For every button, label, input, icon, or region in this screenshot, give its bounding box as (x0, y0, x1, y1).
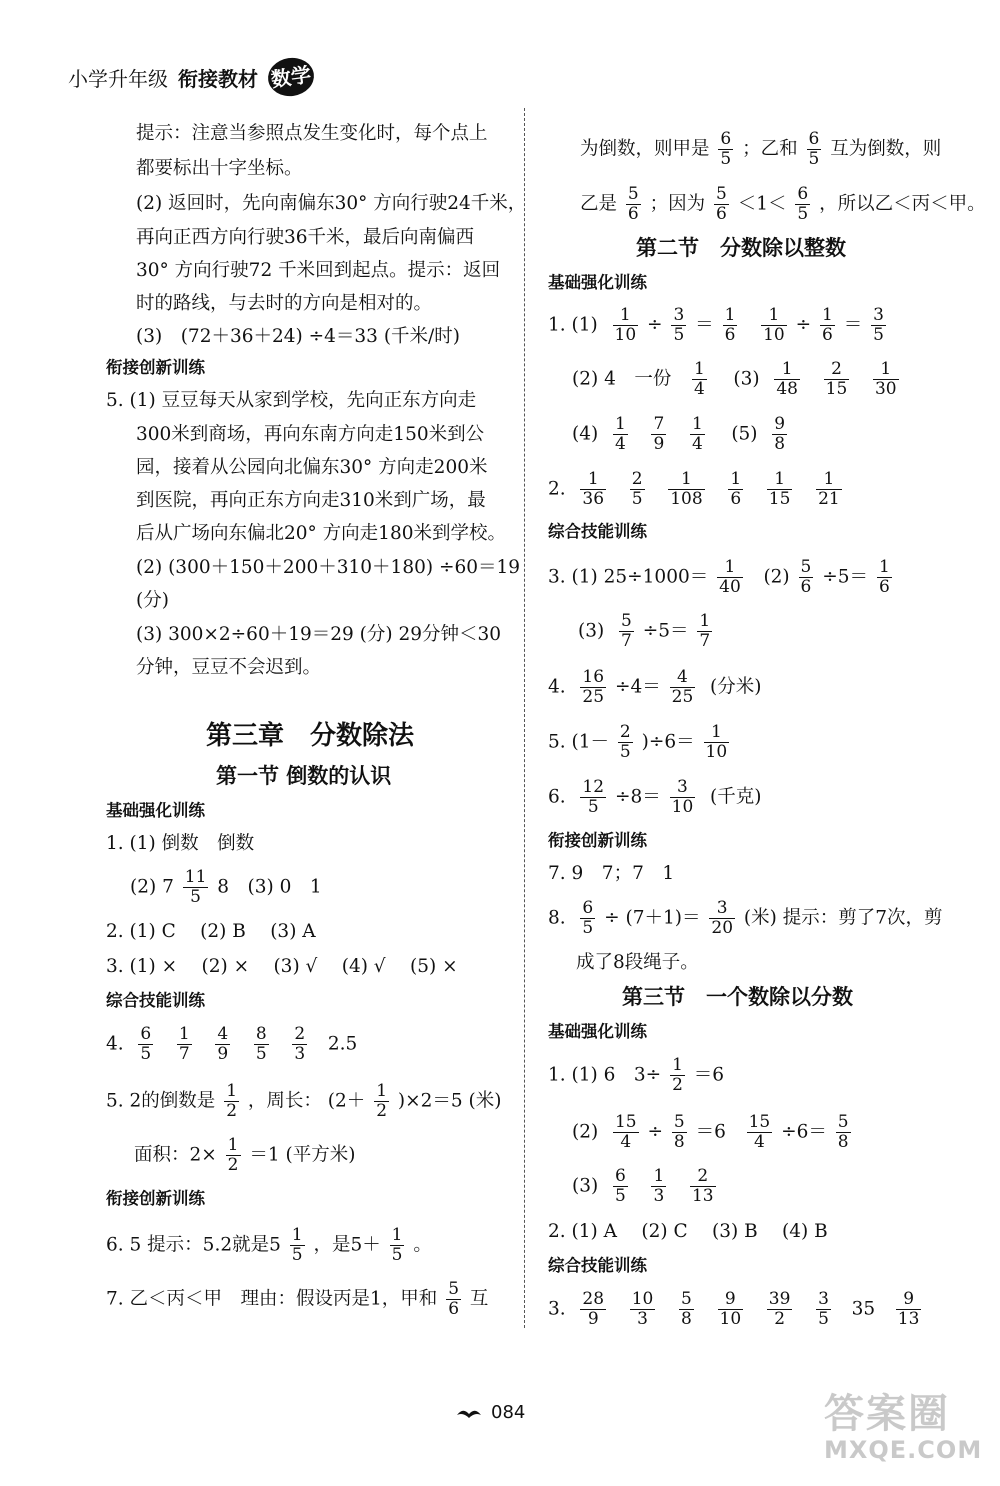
fraction: $\frac{5}{8}$ (681, 1289, 692, 1329)
fraction: $\frac{1}{30}$ (874, 359, 897, 399)
page-header (68, 58, 314, 96)
text-line: (2) (300＋150＋200＋310＋180) ÷60＝19 (136, 557, 521, 578)
page-footer (455, 1402, 525, 1423)
text-line: 提示：注意当参照点发生变化时，每个点上 (136, 123, 488, 144)
fraction: $\frac{1}{7}$ (699, 611, 711, 651)
section-title: 第三节 一个数除以分数 (622, 985, 853, 1009)
fraction: $\frac{8}{5}$ (255, 1024, 267, 1064)
fraction: $\frac{3}{5}$ (873, 305, 884, 345)
text-line: 30° 方向行驶72 千米回到起点。提示：返回 (136, 260, 501, 281)
fraction: $\frac{5}{6}$ (627, 184, 639, 224)
book-title: 小学升年级 (68, 66, 168, 91)
answer-line: 2. (1) C (2) B (3) A (106, 921, 316, 942)
watermark-url: MXQE.COM (824, 1436, 983, 1464)
section-heading: 综合技能训练 (548, 522, 647, 541)
fraction: $\frac{1}{10}$ (763, 305, 785, 345)
section-heading: 衔接创新训练 (106, 1189, 205, 1208)
section-heading: 基础强化训练 (548, 1022, 647, 1041)
fraction: $\frac{2}{3}$ (294, 1024, 306, 1064)
fraction: $\frac{2}{5}$ (631, 469, 643, 509)
fraction: $\frac{1}{21}$ (818, 469, 840, 509)
fraction: $\frac{3}{10}$ (671, 777, 694, 817)
answer-line: 8. $\frac{6}{5}$ ÷ (7＋1)＝ $\frac{3}{20}$ (米) 提示：剪了7次，剪 (548, 898, 943, 938)
fraction: $\frac{10}{3}$ (631, 1289, 654, 1329)
fraction: $\frac{1}{2}$ (226, 1081, 238, 1121)
text-line: 都要标出十字坐标。 (136, 158, 303, 179)
answer-line: 5. (1－ $\frac{2}{5}$ )÷6＝ $\frac{1}{10}$ (548, 722, 728, 762)
fraction: $\frac{1}{15}$ (768, 469, 791, 509)
answer-line: (3) $\frac{5}{7}$ ÷5＝ $\frac{1}{7}$ (578, 611, 711, 651)
watermark-logo: 答案圈 (824, 1391, 950, 1437)
fraction: $\frac{1}{10}$ (614, 305, 637, 345)
text-line: 后从广场向东偏北20° 方向走180米到学校。 (136, 523, 506, 544)
text-line: (2) 返回时，先向南偏东30° 方向行驶24千米， (136, 193, 527, 214)
fraction: $\frac{39}{2}$ (768, 1289, 791, 1329)
fraction: $\frac{5}{6}$ (448, 1279, 460, 1319)
answer-line: 4. $\frac{16}{25}$ ÷4＝ $\frac{4}{25}$ (分米) (548, 667, 762, 707)
answer-line: 3. (1) 25÷1000＝ $\frac{1}{40}$ (2) $\frac{5}{6}$ ÷5＝ $\frac{1}{6}$ (548, 557, 890, 597)
fraction: $\frac{1}{2}$ (227, 1135, 239, 1175)
answer-line: 面积：2× $\frac{1}{2}$ ＝1 (平方米) (134, 1135, 356, 1175)
fraction: $\frac{6}{5}$ (720, 129, 732, 169)
fraction: $\frac{4}{9}$ (217, 1024, 229, 1064)
fraction: $\frac{6}{5}$ (808, 129, 820, 169)
fraction: $\frac{1}{5}$ (391, 1225, 403, 1265)
section-title: 第一节 倒数的认识 (216, 764, 392, 788)
fraction: $\frac{5}{6}$ (716, 184, 727, 224)
fraction: $\frac{15}{4}$ (748, 1112, 771, 1152)
text-line: (分) (136, 590, 169, 611)
answer-line: 6. $\frac{12}{5}$ ÷8＝ $\frac{3}{10}$ (千克) (548, 777, 762, 817)
fraction: $\frac{5}{8}$ (837, 1112, 849, 1152)
answer-line: 2. $\frac{1}{36}$ $\frac{2}{5}$ $\frac{1}{108}$ $\frac{1}{6}$ $\frac{1}{15}$ $\frac{1}{21}$ (548, 469, 840, 509)
answer-line: (2) $\frac{15}{4}$ ÷ $\frac{5}{8}$ ＝6 $\frac{15}{4}$ ÷6＝ $\frac{5}{8}$ (572, 1112, 849, 1152)
fraction: $\frac{1}{40}$ (719, 557, 741, 597)
answer-line: 7. 乙＜丙＜甲 理由：假设丙是1，甲和 $\frac{5}{6}$ 互 (106, 1279, 489, 1319)
fraction: $\frac{3}{5}$ (818, 1289, 829, 1329)
answer-line: (2) 7 $\frac{11}{5}$ 8 (3) 0 1 (130, 867, 322, 907)
section-title: 第二节 分数除以整数 (636, 236, 846, 260)
bird-icon (455, 1405, 483, 1421)
answer-line: 乙是 $\frac{5}{6}$ ；因为 $\frac{5}{6}$ ＜1＜ $\frac{6}{5}$ ，所以乙＜丙＜甲。 (580, 184, 986, 224)
answer-line: 4. $\frac{6}{5}$ $\frac{1}{7}$ $\frac{4}{9}$ $\frac{8}{5}$ $\frac{2}{3}$ 2.5 (106, 1024, 358, 1064)
fraction: $\frac{16}{25}$ (582, 667, 605, 707)
fraction: $\frac{6}{5}$ (614, 1166, 626, 1206)
fraction: $\frac{1}{6}$ (724, 305, 736, 345)
answer-line: 成了8段绳子。 (576, 952, 699, 973)
answer-line: 3. (1) × (2) × (3) √ (4) √ (5) × (106, 956, 458, 977)
text-line: 再向正西方向行驶36千米，最后向南偏西 (136, 227, 475, 248)
answer-line: (3) $\frac{6}{5}$ $\frac{1}{3}$ $\frac{2}{13}$ (572, 1166, 714, 1206)
fraction: $\frac{1}{6}$ (730, 469, 742, 509)
fraction: $\frac{9}{10}$ (719, 1289, 742, 1329)
answer-line: (4) $\frac{1}{4}$ $\frac{7}{9}$ $\frac{1}{4}$ (5) $\frac{9}{8}$ (572, 414, 786, 454)
fraction: $\frac{2}{13}$ (691, 1166, 714, 1206)
fraction: $\frac{1}{48}$ (776, 359, 798, 399)
section-heading: 衔接创新训练 (548, 831, 647, 850)
fraction: $\frac{9}{13}$ (897, 1289, 920, 1329)
fraction: $\frac{1}{2}$ (376, 1081, 388, 1121)
chapter-title: 第三章 分数除法 (206, 721, 415, 751)
answer-line: 5. 2的倒数是 $\frac{1}{2}$ ，周长： (2＋ $\frac{1}{2}$ )×2＝5 (米) (106, 1081, 502, 1121)
fraction: $\frac{3}{5}$ (673, 305, 685, 345)
text-line: 5. (1) 豆豆每天从家到学校，先向正东方向走 (106, 390, 477, 411)
fraction: $\frac{6}{5}$ (582, 898, 594, 938)
fraction: $\frac{1}{36}$ (582, 469, 605, 509)
answer-line: (2) 4 一份 $\frac{1}{4}$ (3) $\frac{1}{48}$ $\frac{2}{15}$ $\frac{1}{30}$ (572, 359, 897, 399)
fraction: $\frac{1}{2}$ (672, 1055, 683, 1095)
answer-line: 为倒数，则甲是 $\frac{6}{5}$ ；乙和 $\frac{6}{5}$ 互为倒数，则 (580, 129, 942, 169)
text-line: 300米到商场，再向东南方向走150米到公 (136, 424, 485, 445)
fraction: $\frac{7}{9}$ (653, 414, 665, 454)
fraction: $\frac{1}{4}$ (691, 414, 703, 454)
section-heading: 基础强化训练 (548, 273, 647, 292)
fraction: $\frac{1}{6}$ (822, 305, 833, 345)
fraction: $\frac{11}{5}$ (184, 867, 207, 907)
fraction: $\frac{9}{8}$ (774, 414, 786, 454)
book-subtitle: 衔接教材 (178, 66, 258, 91)
answer-line: 2. (1) A (2) C (3) B (4) B (548, 1221, 828, 1242)
answer-line: 1. (1) $\frac{1}{10}$ ÷ $\frac{3}{5}$ ＝ $\frac{1}{6}$ $\frac{1}{10}$ ÷ $\frac{1}{6}$ ＝ $\frac{3}{5}$ (548, 305, 884, 345)
text-line: 时的路线，与去时的方向是相对的。 (136, 293, 433, 314)
fraction: $\frac{1}{3}$ (653, 1166, 665, 1206)
fraction: $\frac{3}{20}$ (711, 898, 734, 938)
answer-line: 6. 5 提示：5.2就是5 $\frac{1}{5}$ ，是5＋ $\frac{1}{5}$ 。 (106, 1225, 432, 1265)
text-line: 到医院，再向正东方向走310米到广场，最 (136, 490, 486, 511)
fraction: $\frac{6}{5}$ (797, 184, 809, 224)
watermark (824, 1392, 982, 1464)
fraction: $\frac{5}{8}$ (673, 1112, 685, 1152)
fraction: $\frac{2}{5}$ (619, 722, 631, 762)
fraction: $\frac{1}{4}$ (614, 414, 626, 454)
fraction: $\frac{15}{4}$ (614, 1112, 637, 1152)
text-line: 分钟，豆豆不会迟到。 (136, 657, 322, 678)
section-heading: 综合技能训练 (548, 1256, 647, 1275)
fraction: $\frac{12}{5}$ (582, 777, 605, 817)
page-number: 084 (491, 1402, 526, 1423)
fraction: $\frac{1}{10}$ (705, 722, 728, 762)
answer-line: 1. (1) 6 3÷ $\frac{1}{2}$ ＝6 (548, 1055, 725, 1095)
fraction: $\frac{1}{5}$ (291, 1225, 303, 1265)
fraction: $\frac{1}{4}$ (694, 359, 705, 399)
section-heading: 基础强化训练 (106, 801, 205, 820)
answer-line: 7. 9 7；7 1 (548, 863, 675, 884)
fraction: $\frac{2}{15}$ (825, 359, 848, 399)
answer-line: 1. (1) 倒数 倒数 (106, 833, 255, 854)
fraction: $\frac{28}{9}$ (582, 1289, 605, 1329)
column-divider (524, 108, 525, 1328)
text-line: 园，接着从公园向北偏东30° 方向走200米 (136, 457, 488, 478)
fraction: $\frac{1}{6}$ (878, 557, 890, 597)
section-heading: 衔接创新训练 (106, 358, 205, 377)
section-heading: 综合技能训练 (106, 991, 205, 1010)
text-line: (3) (72＋36＋24) ÷4＝33 (千米/时) (136, 326, 461, 347)
fraction: $\frac{1}{7}$ (178, 1024, 190, 1064)
answer-line: 3. $\frac{28}{9}$ $\frac{10}{3}$ $\frac{5}{8}$ $\frac{9}{10}$ $\frac{39}{2}$ $\frac{3}{5}$ 35 $\frac{9}{13}$ (548, 1289, 920, 1329)
fraction: $\frac{4}{25}$ (671, 667, 694, 707)
subject-badge: 数学 (266, 55, 317, 99)
fraction: $\frac{5}{6}$ (800, 557, 812, 597)
fraction: $\frac{1}{108}$ (670, 469, 703, 509)
text-line: (3) 300×2÷60＋19＝29 (分) 29分钟＜30 (136, 624, 502, 645)
fraction: $\frac{6}{5}$ (140, 1024, 152, 1064)
fraction: $\frac{5}{7}$ (620, 611, 632, 651)
